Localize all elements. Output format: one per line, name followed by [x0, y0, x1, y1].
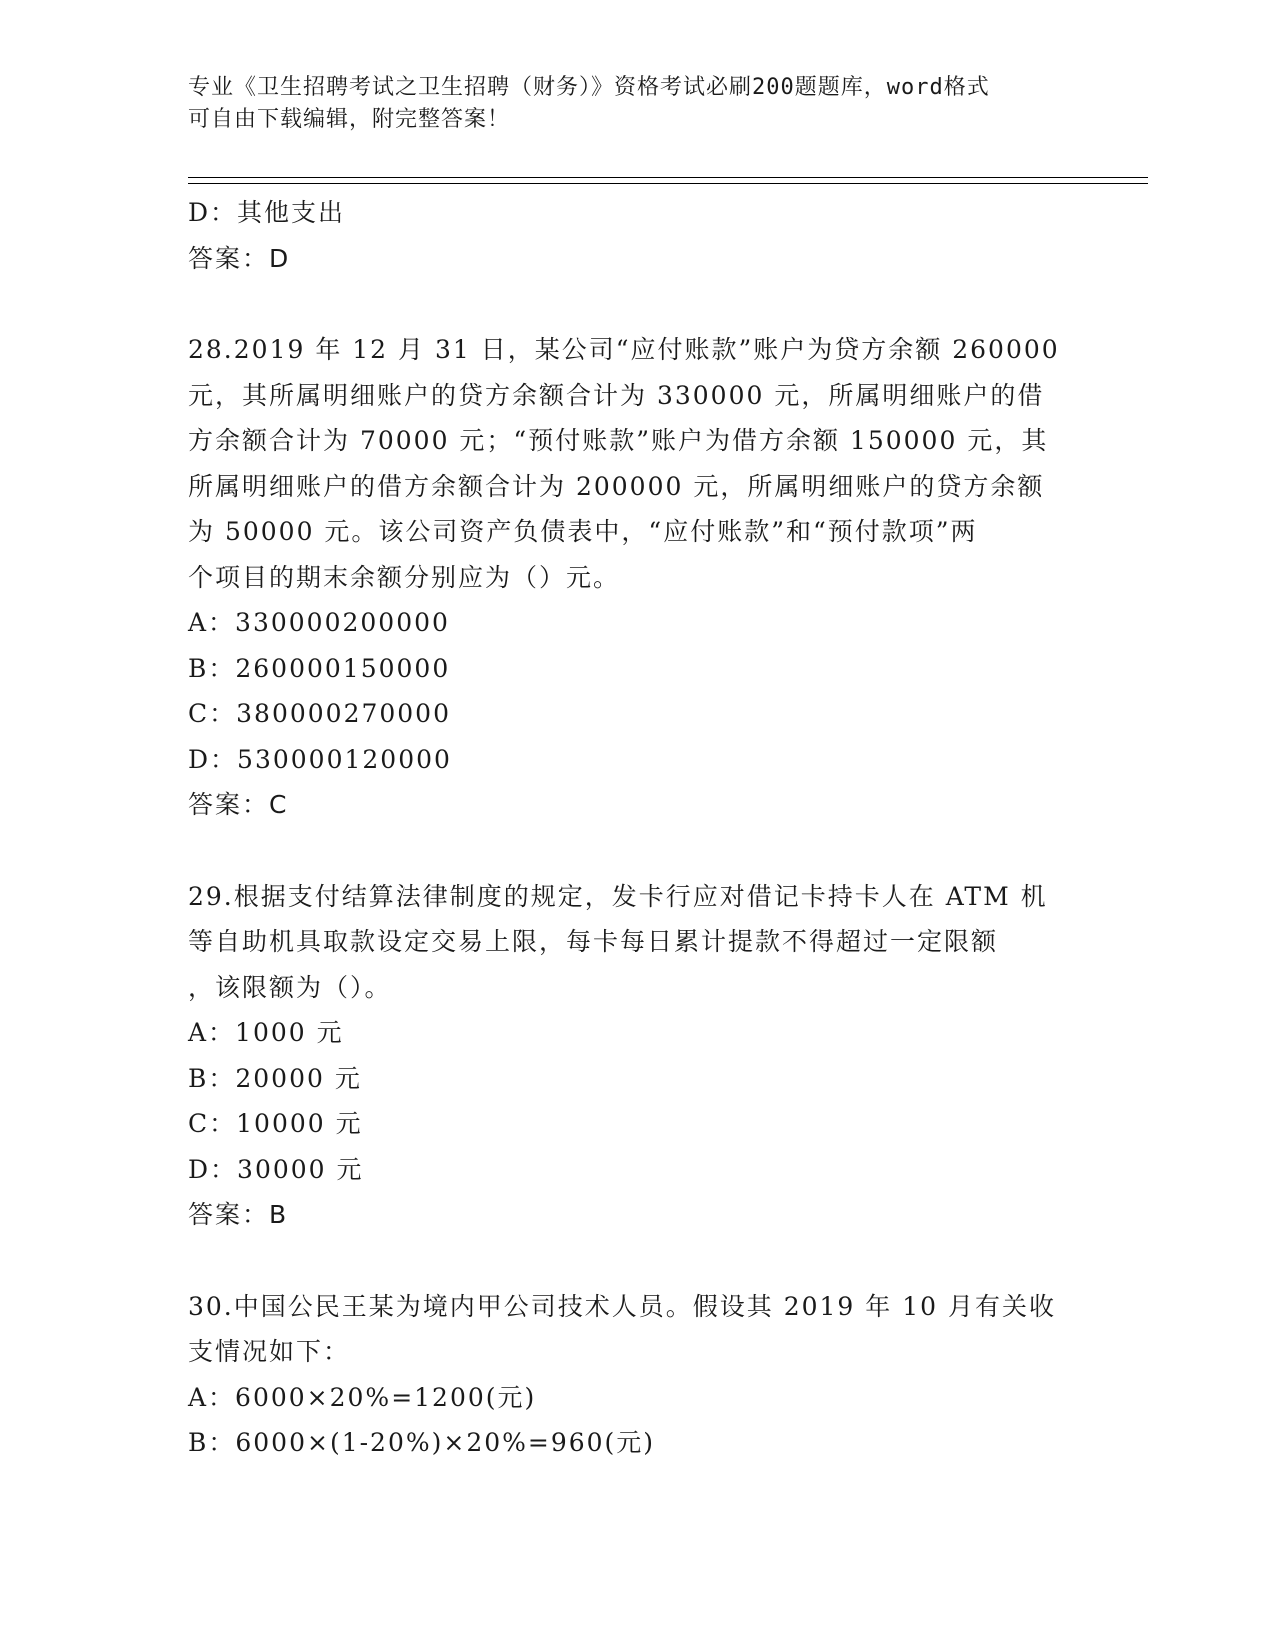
q29-option-d: D：30000 元: [188, 1154, 364, 1184]
q28-stem-line: 个项目的期末余额分别应为（）元。: [188, 562, 621, 592]
header-divider-top: [188, 177, 1148, 178]
q29-option-c: C：10000 元: [188, 1109, 363, 1138]
document-header: [188, 72, 1068, 136]
q28-option-b: B：260000150000: [188, 653, 451, 683]
question-29: [188, 874, 1068, 1238]
q28-stem-line: 方余额合计为 70000 元；“预付账款”账户为借方余额 150000 元，其: [188, 426, 1049, 455]
q30-option-a: A：6000×20%=1200(元): [188, 1382, 537, 1412]
question-28: [188, 327, 1068, 828]
q29-stem-line: ，该限额为（）。: [188, 972, 392, 1002]
q28-option-d: D：530000120000: [188, 744, 452, 774]
question-30: [188, 1284, 1068, 1466]
q30-option-b: B：6000×(1-20%)×20%=960(元): [188, 1428, 656, 1457]
q28-answer: 答案：C: [188, 790, 289, 819]
q30-stem-line: 支情况如下：: [188, 1337, 351, 1366]
q29-option-b: B：20000 元: [188, 1063, 362, 1093]
prev-answer: 答案：D: [188, 243, 291, 273]
document-body: [188, 190, 1068, 1466]
spacer: [188, 828, 1068, 874]
header-title-line2: 可自由下载编辑，附完整答案！: [188, 107, 511, 132]
spacer: [188, 281, 1068, 327]
q29-answer: 答案：B: [188, 1200, 289, 1229]
q28-stem-line: 为 50000 元。该公司资产负债表中，“应付账款”和“预付款项”两: [188, 517, 978, 546]
q28-option-a: A：330000200000: [188, 608, 450, 637]
q29-stem-line: 等自助机具取款设定交易上限，每卡每日累计提款不得超过一定限额: [188, 927, 999, 956]
q28-stem-line: 所属明细账户的借方余额合计为 200000 元，所属明细账户的贷方余额: [188, 471, 1045, 501]
spacer: [188, 1238, 1068, 1284]
q28-stem-line: 元，其所属明细账户的贷方余额合计为 330000 元，所属明细账户的借: [188, 380, 1045, 410]
q29-stem-line: 29.根据支付结算法律制度的规定，发卡行应对借记卡持卡人在 ATM 机: [188, 881, 1048, 911]
prev-option-d: D：其他支出: [188, 198, 346, 227]
header-divider-bottom: [188, 183, 1148, 184]
header-title-line1: 专业《卫生招聘考试之卫生招聘（财务）》资格考试必刷200题题库，word格式: [188, 75, 990, 100]
q30-stem-line: 30.中国公民王某为境内甲公司技术人员。假设其 2019 年 10 月有关收: [188, 1291, 1056, 1321]
q28-option-c: C：380000270000: [188, 699, 451, 728]
q28-stem-line: 28.2019 年 12 月 31 日，某公司“应付账款”账户为贷方余额 260000: [188, 335, 1060, 364]
q29-option-a: A：1000 元: [188, 1018, 344, 1047]
